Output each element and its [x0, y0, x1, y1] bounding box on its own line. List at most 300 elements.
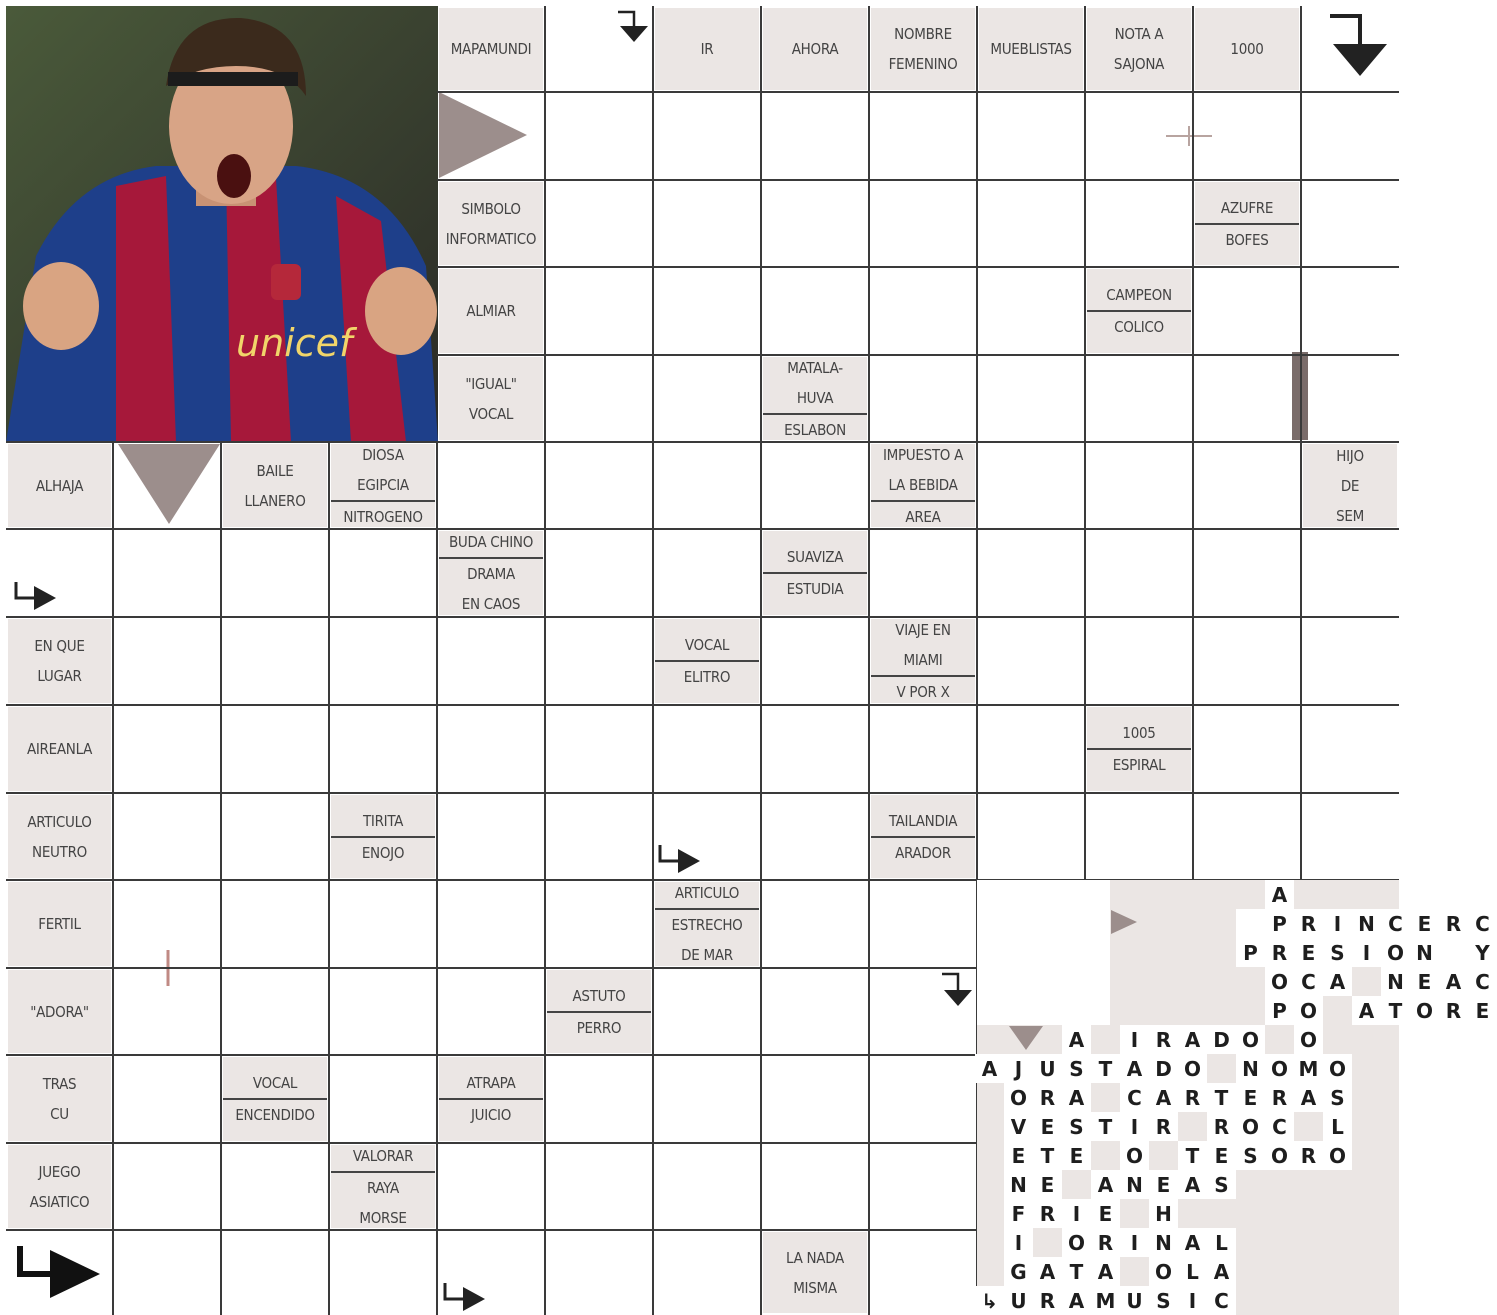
answer-cell[interactable]	[977, 92, 1085, 180]
answer-cell[interactable]	[1301, 617, 1399, 705]
solution-letter: O	[1294, 996, 1323, 1025]
solution-letter: A	[1062, 1025, 1091, 1054]
solution-letter: C	[1294, 967, 1323, 996]
solution-letter: N	[1004, 1170, 1033, 1199]
answer-cell[interactable]	[869, 1143, 977, 1230]
clue-text: MAPAMUNDI	[450, 40, 532, 58]
clue-text: IR	[700, 40, 714, 58]
solution-letter: E	[1091, 1199, 1120, 1228]
solution-letter: J	[1004, 1054, 1033, 1083]
clue-text: NOTA A	[1114, 25, 1164, 43]
answer-cell[interactable]	[869, 880, 977, 968]
solution-letter	[1178, 967, 1207, 996]
solution-letter	[1178, 938, 1207, 967]
answer-cell[interactable]	[437, 1143, 545, 1230]
solution-letter: A	[1439, 967, 1468, 996]
answer-cell[interactable]	[113, 529, 221, 617]
clue-text: BOFES	[1225, 230, 1269, 249]
clue-text: DRAMA	[467, 565, 515, 583]
answer-cell[interactable]	[761, 92, 869, 180]
solution-letter	[1120, 967, 1149, 996]
clue-text: MATALA-	[787, 358, 843, 377]
solution-letter: R	[1439, 996, 1468, 1025]
clue-text: LLANERO	[244, 491, 306, 510]
clue-cell-alhaja	[8, 444, 111, 527]
answer-cell[interactable]	[437, 968, 545, 1055]
answer-cell[interactable]	[1085, 617, 1193, 705]
answer-cell[interactable]	[653, 92, 761, 180]
answer-cell[interactable]	[653, 267, 761, 355]
clue-cell-ahora	[763, 8, 867, 90]
answer-cell[interactable]	[977, 793, 1085, 880]
clue-text: FEMENINO	[888, 55, 958, 73]
solution-letter: E	[1294, 938, 1323, 967]
answer-cell[interactable]	[977, 267, 1085, 355]
solution-letter	[1207, 1054, 1236, 1083]
solution-letter	[975, 1228, 1004, 1257]
grid-line-horizontal	[6, 704, 1399, 706]
clue-cell-atrapa-juicio	[439, 1057, 543, 1141]
clue-text: V POR X	[896, 683, 950, 701]
answer-cell[interactable]	[1301, 793, 1399, 880]
solution-letter: S	[1062, 1054, 1091, 1083]
clue-text: LA NADA	[786, 1248, 844, 1267]
clue-cell-viaje-en-miami-v-por-x	[871, 619, 975, 703]
answer-cell[interactable]	[437, 880, 545, 968]
clue-text: ARTICULO	[674, 884, 740, 902]
shirt-sponsor-text: unicef	[236, 321, 353, 365]
answer-cell[interactable]	[977, 355, 1085, 442]
clue-cell-campeon-colico	[1087, 269, 1191, 353]
answer-cell[interactable]	[1193, 529, 1301, 617]
answer-cell[interactable]	[545, 705, 653, 793]
solution-letter: I	[1178, 1286, 1207, 1315]
solution-letter: L	[1323, 1112, 1352, 1141]
solution-letter: H	[1149, 1199, 1178, 1228]
answer-cell[interactable]	[329, 705, 437, 793]
solution-letter	[1352, 880, 1381, 909]
solution-letter	[1323, 996, 1352, 1025]
clue-text: ESTRECHO	[671, 916, 743, 934]
answer-cell[interactable]	[1193, 355, 1301, 442]
answer-cell[interactable]	[329, 529, 437, 617]
answer-cell[interactable]	[761, 442, 869, 529]
solution-letter: A	[1265, 880, 1294, 909]
clue-text: EN CAOS	[461, 595, 521, 613]
clue-text: PERRO	[576, 1018, 622, 1037]
solution-letter: A	[1178, 1228, 1207, 1257]
solution-letter	[1091, 1025, 1120, 1054]
answer-cell[interactable]	[1301, 92, 1399, 180]
grid-line-horizontal	[437, 91, 1399, 93]
answer-cell[interactable]	[653, 1143, 761, 1230]
solution-letter: O	[1265, 967, 1294, 996]
answer-cell[interactable]	[977, 442, 1085, 529]
grid-line-horizontal	[437, 354, 1399, 356]
answer-cell[interactable]	[221, 529, 329, 617]
solution-letter	[975, 1083, 1004, 1112]
clue-cell-mueblistas	[979, 8, 1083, 90]
solution-letter: N	[1236, 1054, 1265, 1083]
answer-cell[interactable]	[653, 1055, 761, 1143]
solution-letter: E	[1236, 1083, 1265, 1112]
clue-cell-tirita-enojo	[331, 795, 435, 878]
solution-letter: E	[1149, 1170, 1178, 1199]
grid-tick-mark	[1166, 126, 1212, 146]
answer-cell[interactable]	[329, 1230, 437, 1315]
answer-cell[interactable]	[869, 705, 977, 793]
right-arrow-large-icon	[16, 1246, 102, 1302]
solution-letter: O	[1178, 1054, 1207, 1083]
answer-cell[interactable]	[869, 1230, 977, 1315]
answer-cell[interactable]	[869, 267, 977, 355]
answer-cell[interactable]	[653, 355, 761, 442]
solution-letter: A	[1294, 1083, 1323, 1112]
solution-letter	[1091, 909, 1120, 938]
grid-line-horizontal	[6, 792, 1399, 794]
answer-cell[interactable]	[1301, 705, 1399, 793]
clue-cell-articulo-estrecho	[655, 882, 759, 966]
answer-cell[interactable]	[221, 968, 329, 1055]
answer-cell[interactable]	[545, 1143, 653, 1230]
clue-cell-buda-chino-drama	[439, 531, 543, 615]
answer-cell[interactable]	[113, 617, 221, 705]
answer-cell[interactable]	[221, 1230, 329, 1315]
answer-cell[interactable]	[545, 355, 653, 442]
answer-cell[interactable]	[869, 355, 977, 442]
answer-cell[interactable]	[1193, 617, 1301, 705]
solution-letter: A	[1323, 967, 1352, 996]
solution-letter	[1091, 938, 1120, 967]
solution-letter: L	[1207, 1228, 1236, 1257]
solution-letter	[1439, 938, 1468, 967]
answer-cell[interactable]	[869, 529, 977, 617]
answer-cell[interactable]	[977, 617, 1085, 705]
clue-text: CU	[50, 1105, 69, 1123]
clue-cell-diosa-egipcia-nitrogeno	[331, 444, 435, 527]
answer-cell[interactable]	[437, 793, 545, 880]
clue-text: SEM	[1336, 506, 1364, 525]
solution-letter	[1120, 1199, 1149, 1228]
solution-letter: R	[1294, 1141, 1323, 1170]
solution-letter: A	[1178, 1025, 1207, 1054]
answer-cell[interactable]	[653, 442, 761, 529]
answer-cell[interactable]	[437, 442, 545, 529]
answer-cell[interactable]	[653, 968, 761, 1055]
answer-cell[interactable]	[545, 529, 653, 617]
solution-letter	[975, 1199, 1004, 1228]
solution-letter	[1352, 967, 1381, 996]
answer-cell[interactable]	[221, 617, 329, 705]
solution-letter: R	[1149, 1112, 1178, 1141]
answer-cell[interactable]	[113, 793, 221, 880]
clue-text: CAMPEON	[1106, 286, 1172, 304]
answer-cell[interactable]	[437, 705, 545, 793]
answer-cell[interactable]	[761, 267, 869, 355]
clue-text: SIMBOLO	[461, 199, 521, 218]
answer-cell[interactable]	[869, 1055, 977, 1143]
answer-cell[interactable]	[545, 267, 653, 355]
clue-text: SAJONA	[1113, 55, 1165, 73]
answer-cell[interactable]	[437, 617, 545, 705]
solution-letter: M	[1294, 1054, 1323, 1083]
answer-cell[interactable]	[221, 880, 329, 968]
solution-letter	[1091, 880, 1120, 909]
answer-cell[interactable]	[221, 1143, 329, 1230]
solution-letter	[1207, 967, 1236, 996]
solution-letter: F	[1004, 1199, 1033, 1228]
answer-cell[interactable]	[977, 529, 1085, 617]
solution-letter: R	[1265, 938, 1294, 967]
solution-letter	[1120, 1257, 1149, 1286]
solution-letter: E	[1468, 996, 1497, 1025]
clue-text: MISMA	[793, 1278, 837, 1297]
solution-letter: I	[1062, 1199, 1091, 1228]
answer-cell[interactable]	[761, 1055, 869, 1143]
solution-letter: C	[1468, 909, 1497, 938]
answer-cell[interactable]	[977, 180, 1085, 267]
answer-cell[interactable]	[1301, 529, 1399, 617]
clue-text: JUEGO	[38, 1162, 81, 1181]
clue-text: DE	[1340, 476, 1360, 495]
clue-text: HUVA	[796, 388, 834, 407]
clue-cell-tailandia-arador	[871, 795, 975, 878]
answer-cell[interactable]	[113, 1143, 221, 1230]
clue-text: EN QUE	[34, 637, 85, 655]
clue-text: ALMIAR	[466, 302, 516, 320]
clue-text: INFORMATICO	[445, 229, 537, 248]
right-arrow-icon	[658, 845, 702, 875]
clue-cell-la-nada-misma	[763, 1232, 867, 1313]
solution-letter	[1091, 1141, 1120, 1170]
clue-text: BAILE	[256, 461, 294, 480]
answer-cell[interactable]	[761, 617, 869, 705]
clue-cell-articulo-neutro	[8, 795, 111, 878]
clue-text: VALORAR	[352, 1146, 414, 1165]
solution-letter: E	[1207, 1141, 1236, 1170]
answer-cell[interactable]	[1301, 180, 1399, 267]
answer-cell[interactable]	[221, 705, 329, 793]
answer-cell[interactable]	[653, 529, 761, 617]
right-arrow-icon	[14, 582, 58, 612]
answer-cell[interactable]	[761, 705, 869, 793]
clue-text: AIREANLA	[26, 740, 93, 758]
solution-letter: R	[1265, 1083, 1294, 1112]
solution-letter	[1381, 880, 1410, 909]
clue-cell-hijo-de-sem	[1303, 444, 1397, 527]
solution-letter: O	[1265, 1141, 1294, 1170]
solution-letter: A	[1352, 996, 1381, 1025]
solution-letter	[1236, 967, 1265, 996]
solution-letter: A	[1091, 1170, 1120, 1199]
clue-cell-mapamundi	[439, 8, 543, 90]
solution-letter: ↳	[975, 1286, 1004, 1315]
answer-cell[interactable]	[761, 968, 869, 1055]
clue-cell-1005-espiral	[1087, 707, 1191, 791]
solution-letter: C	[1207, 1286, 1236, 1315]
solution-letter	[1207, 909, 1236, 938]
answer-cell[interactable]	[1301, 267, 1399, 355]
solution-letter	[1323, 880, 1352, 909]
answer-cell[interactable]	[653, 180, 761, 267]
solution-letter	[1149, 967, 1178, 996]
clue-text: MIAMI	[903, 651, 943, 669]
answer-cell[interactable]	[545, 617, 653, 705]
solution-letter: O	[1294, 1025, 1323, 1054]
answer-cell[interactable]	[329, 968, 437, 1055]
answer-cell[interactable]	[761, 1143, 869, 1230]
answer-cell[interactable]	[113, 1230, 221, 1315]
answer-cell[interactable]	[1193, 793, 1301, 880]
clue-text: LUGAR	[37, 667, 82, 685]
answer-cell[interactable]	[545, 1230, 653, 1315]
solution-letter: S	[1207, 1170, 1236, 1199]
grid-line-horizontal	[6, 528, 1399, 530]
clue-cell-simbolo-informatico	[439, 182, 543, 265]
solution-letter: R	[1033, 1083, 1062, 1112]
solution-letter: T	[1062, 1257, 1091, 1286]
solution-letter: I	[1120, 1228, 1149, 1257]
solution-letter: I	[1352, 938, 1381, 967]
solution-letter: P	[1265, 996, 1294, 1025]
answer-cell[interactable]	[1085, 355, 1193, 442]
answer-cell[interactable]	[545, 880, 653, 968]
solution-letter: C	[1468, 967, 1497, 996]
solution-letter	[1149, 880, 1178, 909]
solution-letter	[1178, 1112, 1207, 1141]
clue-text: NEUTRO	[32, 842, 87, 861]
answer-cell[interactable]	[221, 793, 329, 880]
answer-cell[interactable]	[545, 180, 653, 267]
answer-cell[interactable]	[761, 880, 869, 968]
solution-letter	[1207, 996, 1236, 1025]
clue-cell-ir	[655, 8, 759, 90]
answer-cell[interactable]	[1085, 180, 1193, 267]
grid-line-horizontal	[6, 616, 1399, 618]
clue-text: DIOSA	[362, 445, 404, 464]
answer-cell[interactable]	[653, 705, 761, 793]
answer-cell[interactable]	[329, 880, 437, 968]
answer-cell[interactable]	[113, 705, 221, 793]
solution-letter: R	[1033, 1286, 1062, 1315]
clue-text: EGIPCIA	[357, 475, 409, 494]
solution-letter: I	[1004, 1228, 1033, 1257]
answer-cell[interactable]	[545, 1055, 653, 1143]
clue-text: MUEBLISTAS	[990, 40, 1072, 58]
solution-letter	[1236, 996, 1265, 1025]
answer-cell[interactable]	[1085, 442, 1193, 529]
clue-cell-astuto-perro	[547, 970, 651, 1053]
clue-cell-vocal-elitro	[655, 619, 759, 703]
answer-cell[interactable]	[1193, 267, 1301, 355]
clue-cell-impuesto-area	[871, 444, 975, 527]
solution-letter	[1120, 938, 1149, 967]
solution-letter	[1091, 967, 1120, 996]
solution-letter	[1207, 938, 1236, 967]
solution-letter	[975, 1141, 1004, 1170]
answer-cell[interactable]	[761, 793, 869, 880]
answer-cell[interactable]	[329, 617, 437, 705]
solution-letter	[975, 1257, 1004, 1286]
clue-text: ASTUTO	[572, 986, 626, 1005]
solution-letter: N	[1410, 938, 1439, 967]
solution-letter	[1236, 880, 1265, 909]
clue-text: MORSE	[359, 1208, 407, 1227]
solution-letter: R	[1207, 1112, 1236, 1141]
solution-letter: D	[1149, 1054, 1178, 1083]
answer-cell[interactable]	[329, 1055, 437, 1143]
answer-cell[interactable]	[1193, 442, 1301, 529]
clue-text: COLICO	[1114, 318, 1164, 336]
grid-line-vertical	[760, 6, 762, 1315]
clue-cell-nombre-femenino	[871, 8, 975, 90]
grid-line-vertical	[868, 6, 870, 1315]
solution-letter: T	[1091, 1112, 1120, 1141]
clue-text: VOCAL	[468, 404, 514, 423]
answer-cell[interactable]	[761, 180, 869, 267]
solution-letter: A	[1062, 1286, 1091, 1315]
answer-cell[interactable]	[869, 92, 977, 180]
clue-text: 1005	[1122, 724, 1156, 742]
solution-letter: U	[1033, 1054, 1062, 1083]
solution-letter: N	[1149, 1228, 1178, 1257]
answer-cell[interactable]	[1085, 793, 1193, 880]
answer-cell[interactable]	[1085, 529, 1193, 617]
solution-letter	[1294, 1112, 1323, 1141]
answer-cell[interactable]	[545, 92, 653, 180]
solution-letter	[1178, 880, 1207, 909]
solution-letter	[1265, 1025, 1294, 1054]
answer-cell[interactable]	[1193, 705, 1301, 793]
solution-letter: C	[1265, 1112, 1294, 1141]
solution-letter: A	[1062, 1083, 1091, 1112]
clue-text: NITROGENO	[343, 507, 423, 526]
clue-text: ALHAJA	[35, 476, 84, 495]
clue-text: AHORA	[791, 40, 839, 58]
solution-letter: V	[1004, 1112, 1033, 1141]
solution-letter: A	[1091, 1257, 1120, 1286]
clue-cell-vocal-encendido	[223, 1057, 327, 1141]
answer-cell[interactable]	[1301, 355, 1399, 442]
solution-letter: O	[1236, 1112, 1265, 1141]
answer-cell[interactable]	[545, 442, 653, 529]
clue-text: IMPUESTO A	[882, 445, 964, 464]
down-arrow-small-icon	[942, 972, 974, 1008]
solution-letter: O	[1149, 1257, 1178, 1286]
solution-letter: G	[1004, 1257, 1033, 1286]
solution-letter	[1033, 1228, 1062, 1257]
answer-cell[interactable]	[869, 180, 977, 267]
answer-cell[interactable]	[653, 1230, 761, 1315]
clue-text: SUAVIZA	[786, 548, 844, 566]
solution-letter: O	[1410, 996, 1439, 1025]
clue-text: VIAJE EN	[895, 621, 951, 639]
solution-letter	[975, 1170, 1004, 1199]
solution-letter: A	[1120, 1054, 1149, 1083]
solution-letter: S	[1323, 1083, 1352, 1112]
answer-cell[interactable]	[977, 705, 1085, 793]
answer-cell[interactable]	[113, 1055, 221, 1143]
solution-letter: E	[1062, 1141, 1091, 1170]
soccer-player-photo-icon	[6, 6, 438, 442]
solution-letter: O	[1323, 1054, 1352, 1083]
clue-text: ASIATICO	[29, 1192, 90, 1211]
solution-letter	[1149, 909, 1178, 938]
solution-letter: R	[1294, 909, 1323, 938]
solution-letter: C	[1120, 1083, 1149, 1112]
solution-letter: P	[1265, 909, 1294, 938]
answer-cell[interactable]	[545, 793, 653, 880]
